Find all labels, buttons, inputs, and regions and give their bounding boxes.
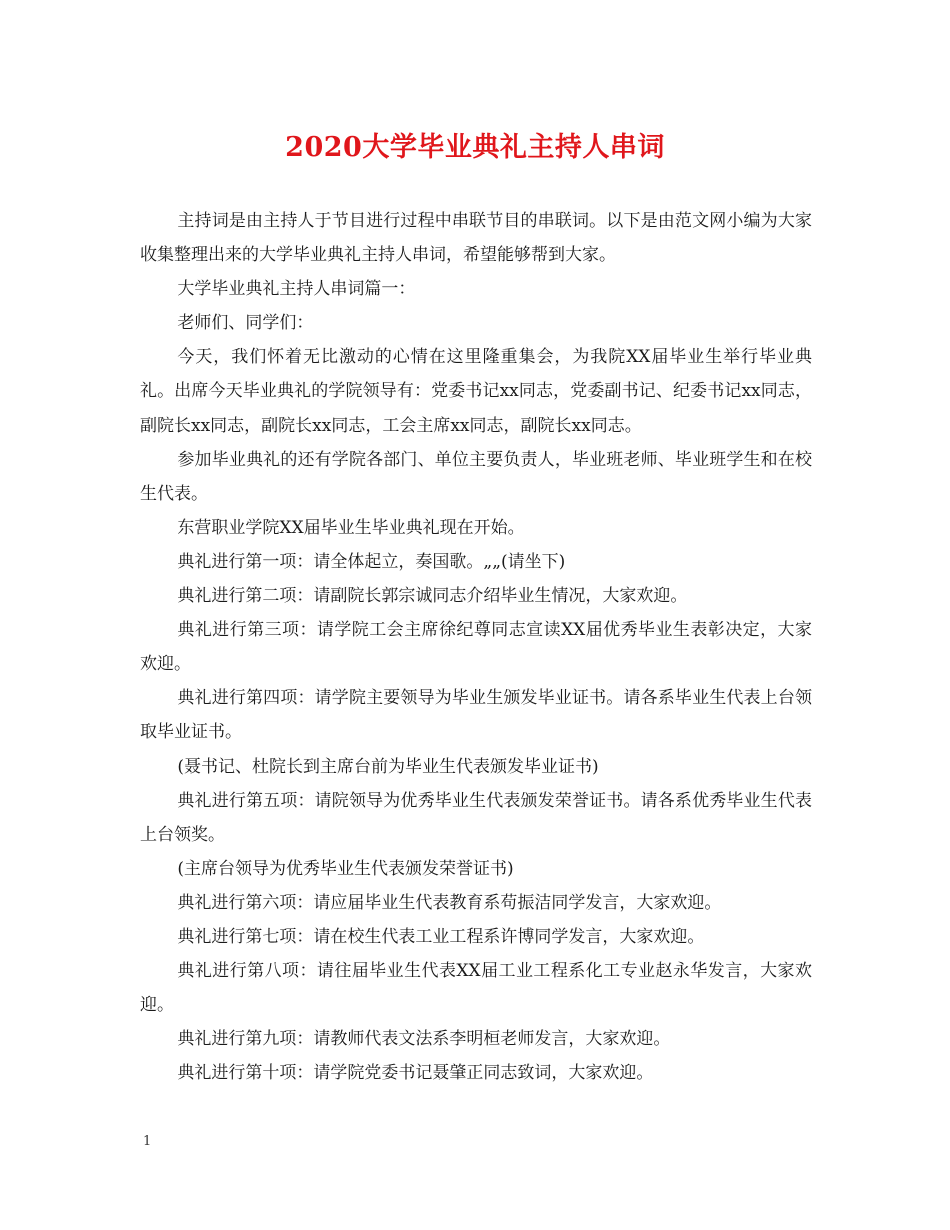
- paragraph-7: 典礼进行第一项：请全体起立，奏国歌。„„(请坐下): [177, 551, 566, 572]
- paragraph-8: 典礼进行第二项：请副院长郭宗诚同志介绍毕业生情况，大家欢迎。: [177, 586, 688, 607]
- paragraph-17: 典礼进行第九项：请教师代表文法系李明桓老师发言，大家欢迎。: [177, 1029, 671, 1050]
- paragraph-11: (聂书记、杜院长到主席台前为毕业生代表颁发毕业证书): [177, 756, 599, 777]
- paragraph-13: (主席台领导为优秀毕业生代表颁发荣誉证书): [177, 858, 514, 879]
- paragraph-10: 典礼进行第四项：请学院主要领导为毕业生颁发毕业证书。请各系毕业生代表上台领取毕业证书。: [140, 688, 812, 743]
- paragraph-14: 典礼进行第六项：请应届毕业生代表教育系苟振洁同学发言，大家欢迎。: [177, 892, 722, 913]
- paragraph-6: 东营职业学院XX届毕业生毕业典礼现在开始。: [177, 517, 525, 538]
- paragraph-5: 参加毕业典礼的还有学院各部门、单位主要负责人，毕业班老师、毕业班学生和在校生代表。: [140, 449, 812, 504]
- paragraph-16: 典礼进行第八项：请往届毕业生代表XX届工业工程系化工专业赵永华发言，大家欢迎。: [140, 961, 812, 1016]
- paragraph-2: 大学毕业典礼主持人串词篇一：: [177, 279, 416, 300]
- paragraph-4: 今天，我们怀着无比激动的心情在这里隆重集会，为我院XX届毕业生举行毕业典礼。出席今天毕业典礼的学院领导有：党委书记xx同志，党委副书记、纪委书记xx同志，副院长xx同志，副院长xx同志，工会主席xx同志，副院长xx同志。: [140, 347, 812, 436]
- page-number: 1: [143, 1134, 152, 1149]
- document-body: [140, 204, 812, 1090]
- paragraph-15: 典礼进行第七项：请在校生代表工业工程系许博同学发言，大家欢迎。: [177, 926, 705, 947]
- paragraph-12: 典礼进行第五项：请院领导为优秀毕业生代表颁发荣誉证书。请各系优秀毕业生代表上台领奖。: [140, 790, 812, 845]
- document-title: 2020大学毕业典礼主持人串词: [285, 132, 665, 163]
- paragraph-1: 主持词是由主持人于节目进行过程中串联节目的串联词。以下是由范文网小编为大家收集整理出来的大学毕业典礼主持人串词，希望能够帮到大家。: [140, 211, 812, 266]
- paragraph-18: 典礼进行第十项：请学院党委书记聂肇正同志致词，大家欢迎。: [177, 1063, 654, 1084]
- paragraph-9: 典礼进行第三项：请学院工会主席徐纪尊同志宣读XX届优秀毕业生表彰决定，大家欢迎。: [140, 620, 812, 675]
- paragraph-3: 老师们、同学们：: [177, 313, 314, 334]
